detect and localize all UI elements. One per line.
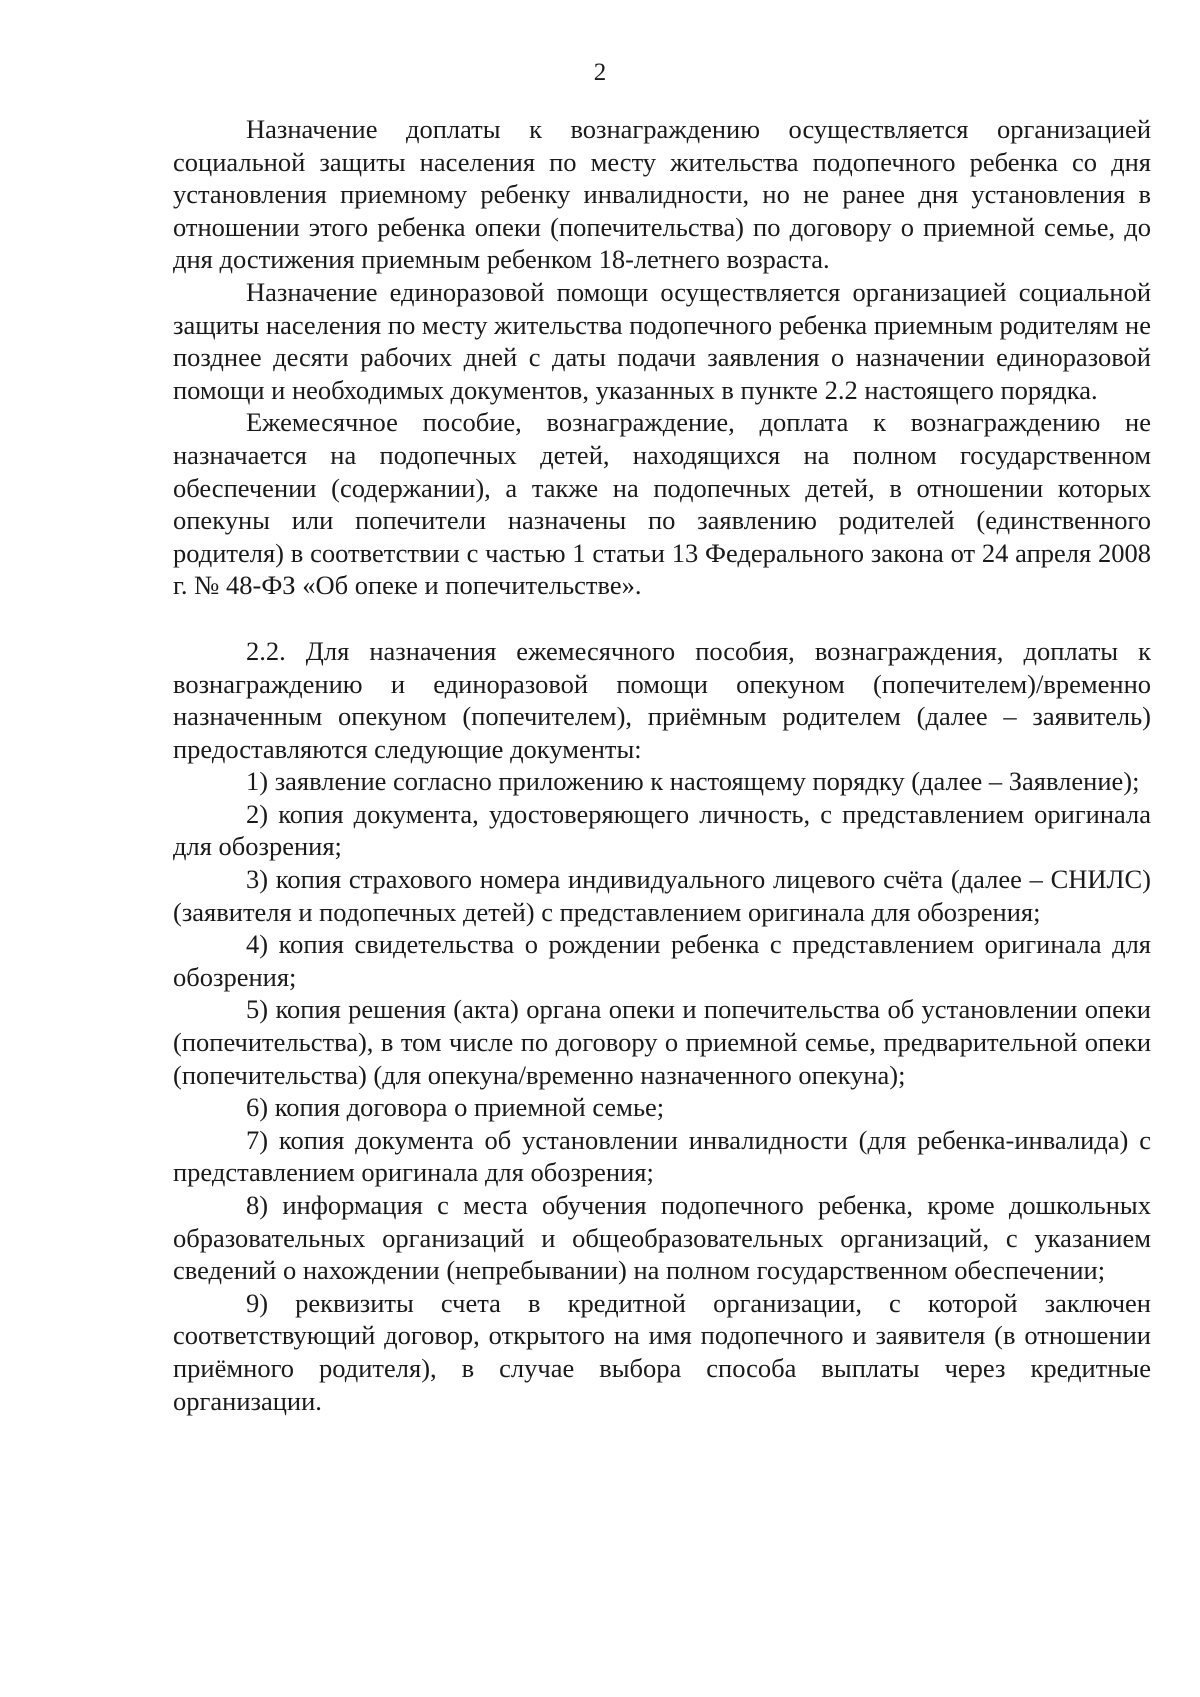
paragraph-supplement-assignment: Назначение доплаты к вознаграждению осуществляется организацией социальной защиты населения по месту жительства подопечного ребенка со дня установления приемному ребенку инвалидности, но не ранее дня установления в отношении этого ребенка опеки (попечительства) по договору о приемной семье, до дня достижения приемным ребенком 18-летнего возраста. [173, 114, 1151, 275]
list-item: 5) копия решения (акта) органа опеки и попечительства об установлении опеки (попечительства), в том числе по договору о приемной семье, предварительной опеки (попечительства) (для опекуна/временно назначенного опекуна); [173, 994, 1151, 1090]
list-item: 2) копия документа, удостоверяющего личность, с представлением оригинала для обозрения; [173, 798, 1151, 862]
list-item: 8) информация с места обучения подопечного ребенка, кроме дошкольных образовательных организаций и общеобразовательных организаций, с указанием сведений о нахождении (непребывании) на полном государственном обеспечении; [173, 1190, 1151, 1286]
paragraph-exclusions: Ежемесячное пособие, вознаграждение, доплата к вознаграждению не назначается на подопечных детей, находящихся на полном государственном обеспечении (содержании), а также на подопечных детей, в отношении которых опекуны или попечители назначены по заявлению родителей (единственного родителя) в соответствии с частью 1 статьи 13 Федерального закона от 24 апреля 2008 г. № 48-ФЗ «Об опеке и попечительстве». [173, 407, 1151, 601]
list-item: 6) копия договора о приемной семье; [246, 1092, 665, 1123]
document-body [173, 113, 1151, 1417]
section-gap [173, 602, 1151, 635]
list-item: 3) копия страхового номера индивидуального лицевого счёта (далее – СНИЛС) (заявителя и подопечных детей) с представлением оригинала для обозрения; [173, 864, 1151, 927]
page-number: 2 [593, 59, 607, 86]
list-item: 9) реквизиты счета в кредитной организации, с которой заключен соответствующий договор, открытого на имя подопечного и заявителя (в отношении приёмного родителя), в случае выбора способа выплаты через кредитные организации. [173, 1287, 1151, 1416]
paragraph-one-time-assistance: Назначение единоразовой помощи осуществляется организацией социальной защиты населения по месту жительства подопечного ребенка приемным родителям не позднее десяти рабочих дней с даты подачи заявления о назначении единоразовой помощи и необходимых документов, указанных в пункте 2.2 настоящего порядка. [173, 276, 1151, 405]
paragraph-section-2-2: 2.2. Для назначения ежемесячного пособия, вознаграждения, доплаты к вознаграждению и единоразовой помощи опекуном (попечителем)/временно назначенным опекуном (попечителем), приёмным родителем (далее – заявитель) предоставляются следующие документы: [173, 635, 1151, 764]
list-item: 7) копия документа об установлении инвалидности (для ребенка-инвалида) с представлением оригинала для обозрения; [173, 1124, 1151, 1188]
list-item: 1) заявление согласно приложению к настоящему порядку (далее – Заявление); [246, 766, 1140, 797]
list-item: 4) копия свидетельства о рождении ребенка с представлением оригинала для обозрения; [173, 929, 1151, 992]
